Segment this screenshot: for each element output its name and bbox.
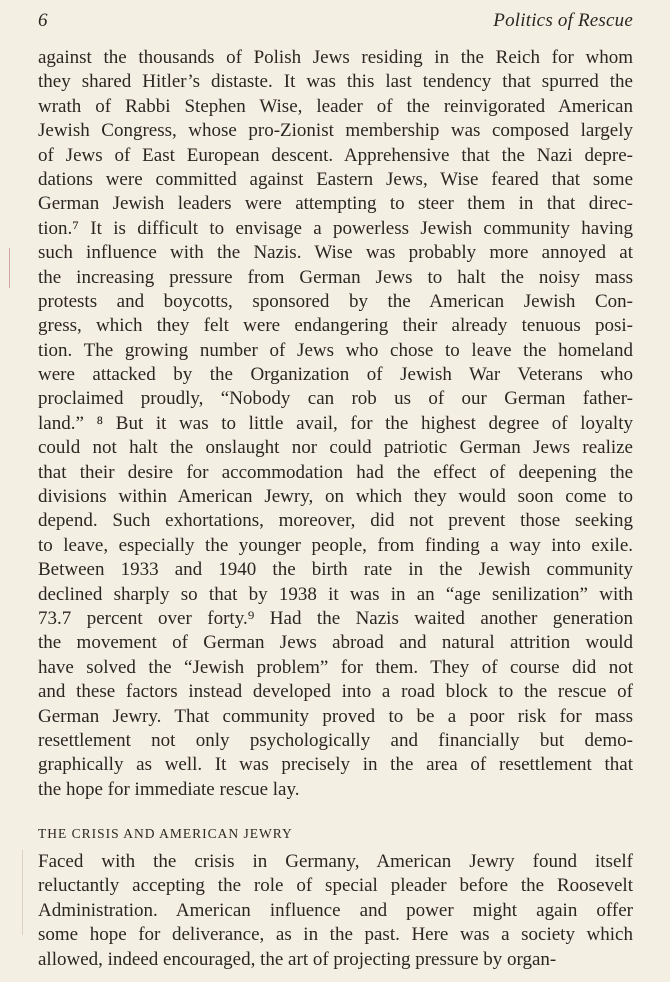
text-line: and these factors instead developed into a road block to the rescue of bbox=[38, 681, 633, 703]
text-line: some hope for deliverance, as in the past. Here was a society which bbox=[38, 924, 633, 946]
text-line: have solved the “Jewish problem” for them. They of course did not bbox=[38, 656, 633, 678]
text-line: depend. Such exhortations, moreover, did not prevent those seeking bbox=[38, 510, 633, 532]
page-number: 6 bbox=[38, 10, 48, 31]
text-line: Administration. American influence and power might again offer bbox=[38, 899, 633, 921]
running-title: Politics of Rescue bbox=[493, 10, 633, 31]
section-heading: THE CRISIS AND AMERICAN JEWRY bbox=[38, 826, 293, 841]
text-line: Between 1933 and 1940 the birth rate in the Jewish community bbox=[38, 559, 633, 581]
text-line: could not halt the onslaught nor could patriotic German Jews realize bbox=[38, 437, 633, 459]
text-line: wrath of Rabbi Stephen Wise, leader of the reinvigorated American bbox=[38, 95, 633, 117]
text-line: divisions within American Jewry, on which they would soon come to bbox=[38, 486, 633, 508]
text-line: protests and boycotts, sponsored by the American Jewish Con- bbox=[38, 290, 633, 312]
margin-pencil-mark bbox=[9, 248, 10, 288]
text-line: such influence with the Nazis. Wise was probably more annoyed at bbox=[38, 242, 633, 264]
body-paragraph-1 bbox=[38, 46, 633, 802]
text-line: land.” ⁸ But it was to little avail, for the highest degree of loyalty bbox=[38, 412, 633, 434]
text-line: graphically as well. It was precisely in the area of resettlement that bbox=[38, 754, 633, 776]
text-line: tion. The growing number of Jews who chose to leave the homeland bbox=[38, 339, 633, 361]
text-line: the movement of German Jews abroad and natural attrition would bbox=[38, 632, 633, 654]
text-line: against the thousands of Polish Jews residing in the Reich for whom bbox=[38, 47, 633, 68]
text-line: were attacked by the Organization of Jewish War Veterans who bbox=[38, 364, 633, 386]
text-line: the increasing pressure from German Jews to halt the noisy mass bbox=[38, 266, 633, 288]
text-line: Faced with the crisis in Germany, American Jewry found itself bbox=[38, 851, 633, 872]
text-line: to leave, especially the younger people, from finding a way into exile. bbox=[38, 534, 633, 556]
text-line: German Jewish leaders were attempting to steer them in that direc- bbox=[38, 193, 633, 215]
text-line: the hope for immediate rescue lay. bbox=[38, 778, 300, 800]
text-line: tion.⁷ It is difficult to envisage a powerless Jewish community having bbox=[38, 217, 633, 239]
text-line: Jewish Congress, whose pro-Zionist membership was composed largely bbox=[38, 120, 633, 142]
text-line: dations were committed against Eastern Jews, Wise feared that some bbox=[38, 168, 633, 190]
body-paragraph-2 bbox=[38, 850, 633, 972]
text-line: proclaimed proudly, “Nobody can rob us of our German father- bbox=[38, 388, 633, 410]
text-line: they shared Hitler’s distaste. It was this last tendency that spurred the bbox=[38, 71, 633, 93]
text-line: of Jews of East European descent. Apprehensive that the Nazi depre- bbox=[38, 144, 633, 166]
text-line: gress, which they felt were endangering their already tenuous posi- bbox=[38, 315, 633, 337]
page-header bbox=[38, 10, 633, 36]
text-line: declined sharply so that by 1938 it was in an “age senilization” with bbox=[38, 583, 633, 605]
text-line: that their desire for accommodation had the effect of deepening the bbox=[38, 461, 633, 483]
text-line: allowed, indeed encouraged, the art of projecting pressure by organ- bbox=[38, 948, 557, 970]
text-line: resettlement not only psychologically and financially but demo- bbox=[38, 729, 633, 751]
margin-pencil-bracket bbox=[22, 850, 23, 935]
text-line: 73.7 percent over forty.⁹ Had the Nazis waited another generation bbox=[38, 607, 633, 629]
text-line: reluctantly accepting the role of special pleader before the Roosevelt bbox=[38, 875, 633, 897]
text-line: German Jewry. That community proved to be a poor risk for mass bbox=[38, 705, 633, 727]
